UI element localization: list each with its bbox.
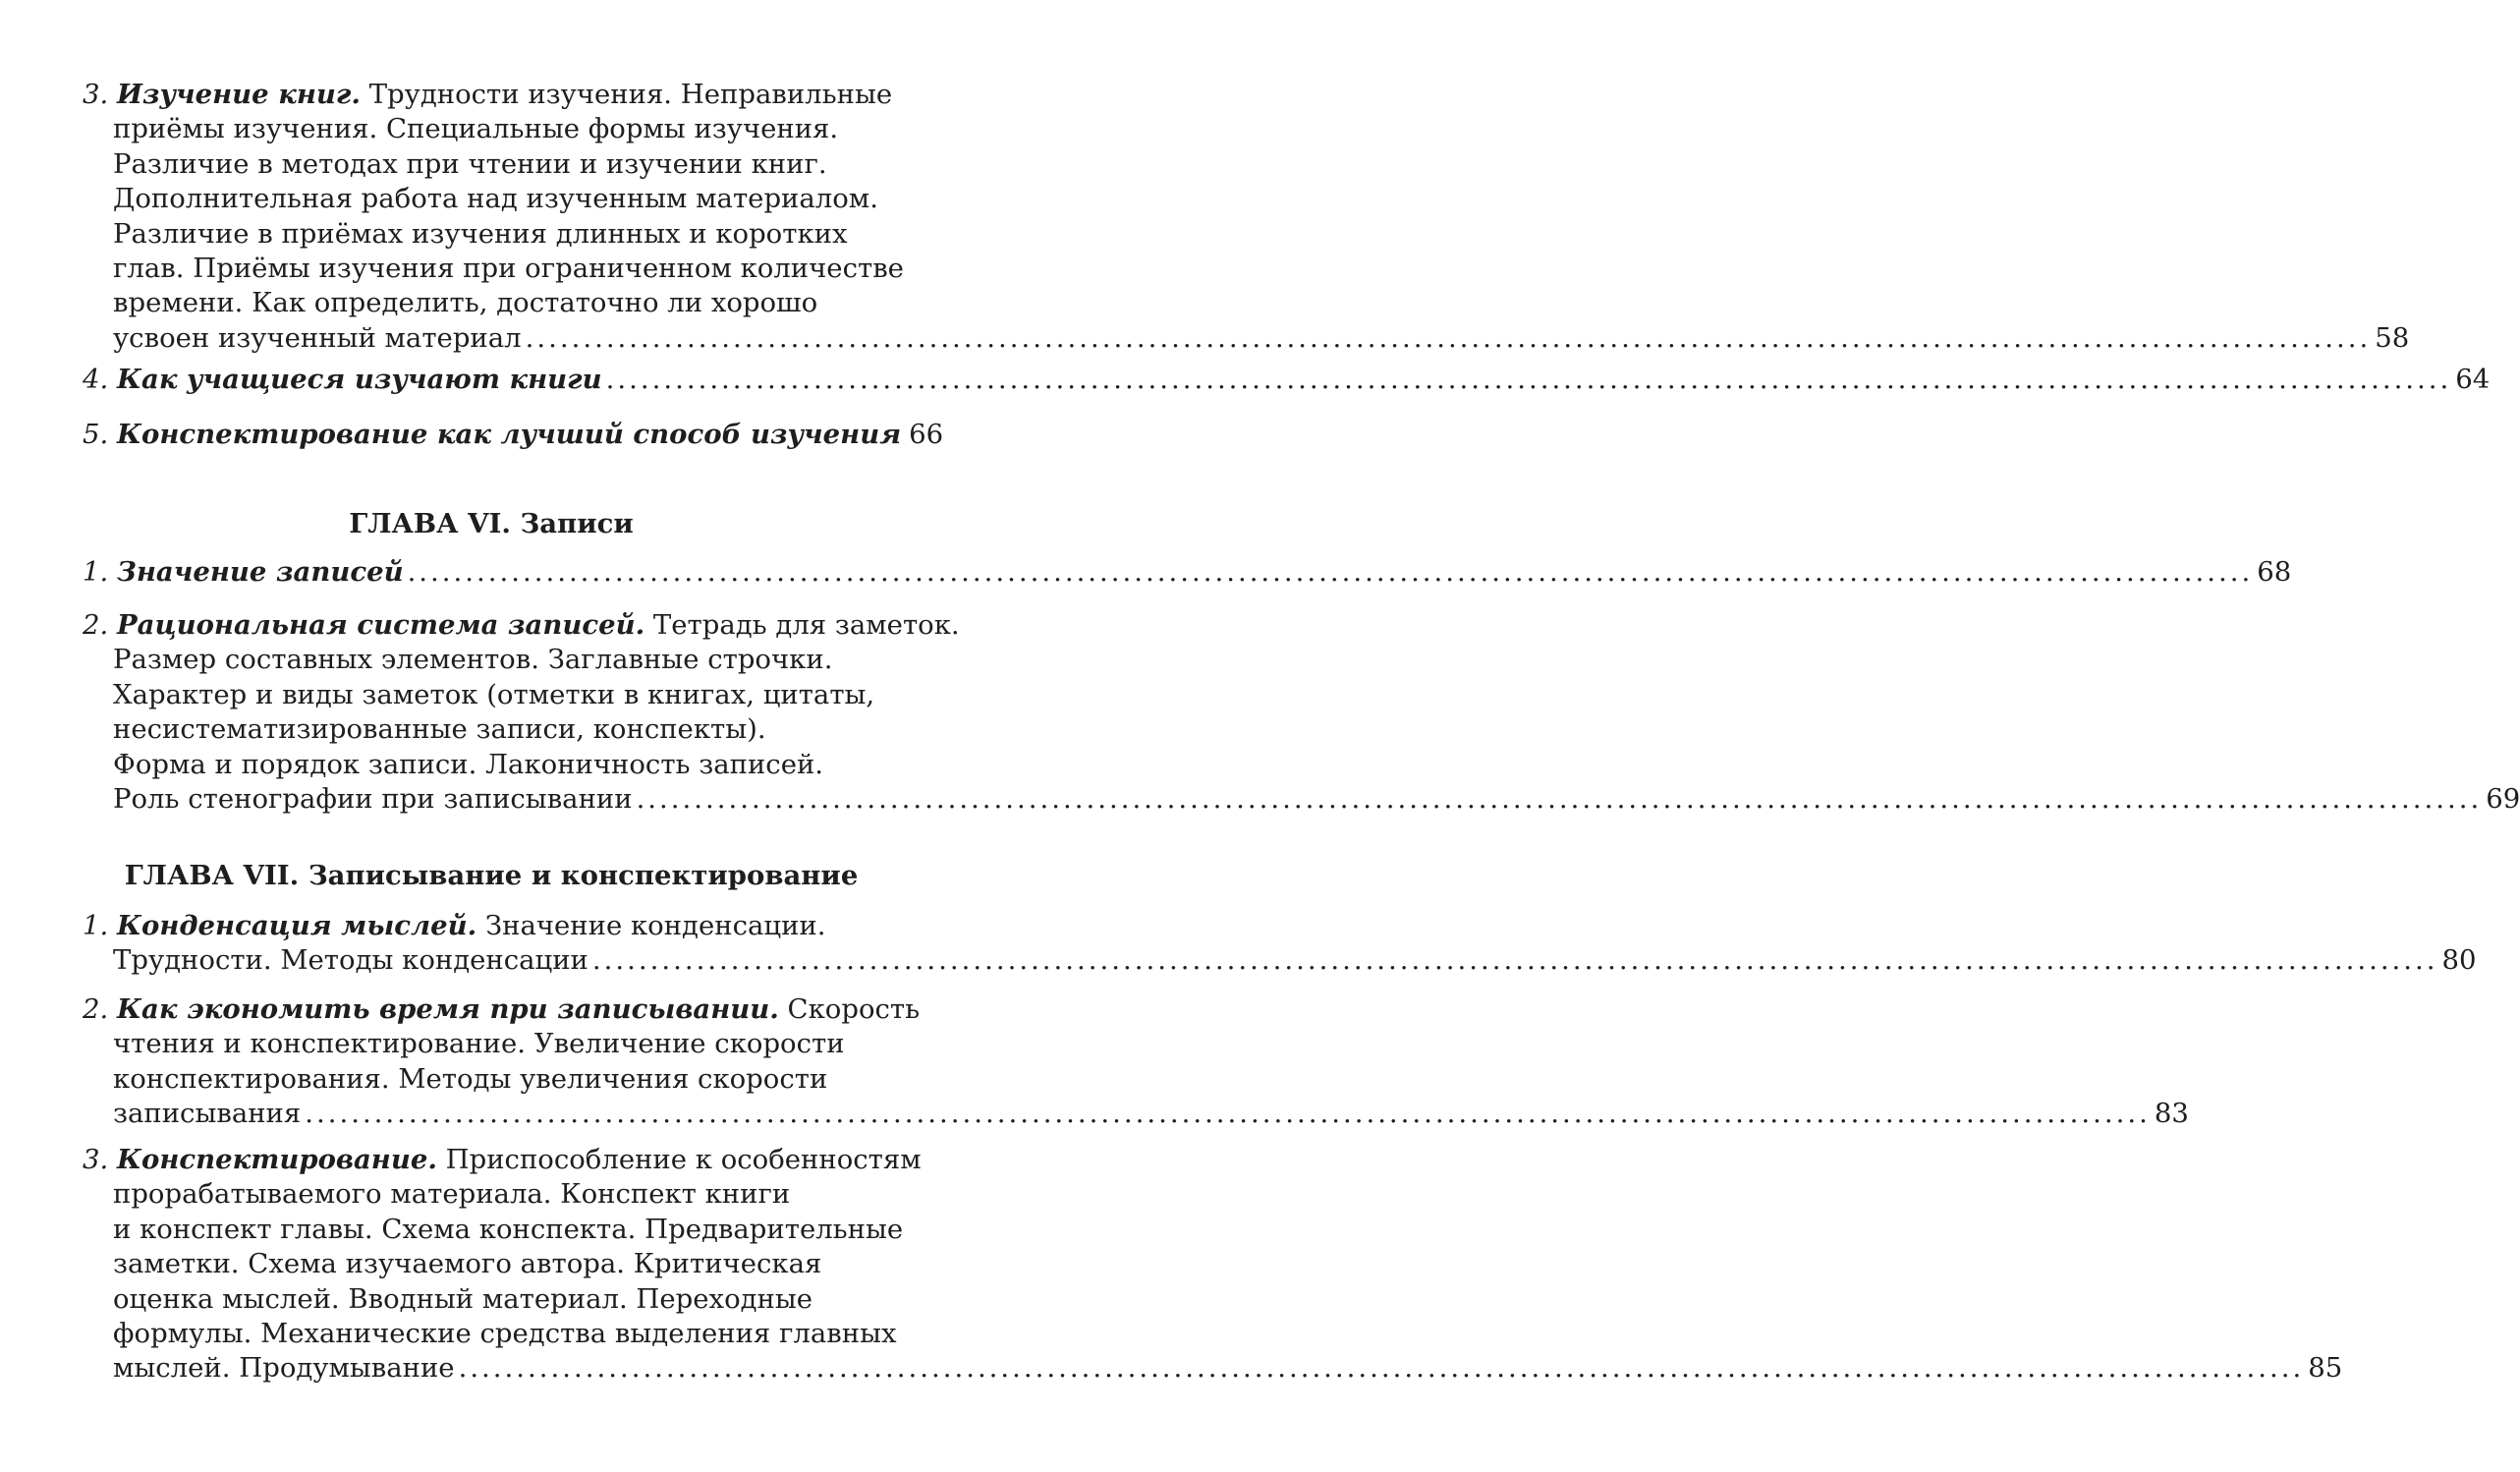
page-number: 68 bbox=[2257, 556, 2292, 588]
entry-text: Скорость bbox=[778, 993, 921, 1025]
entry-text: конспектирования. Методы увеличения скорости bbox=[113, 1062, 828, 1095]
entry-leader-line bbox=[83, 1097, 2189, 1131]
entry-text: Размер составных элементов. Заглавные строчки. bbox=[113, 644, 833, 676]
entry-leader-line bbox=[83, 363, 2491, 397]
dot-leader: ................................................................................................................................................................ bbox=[525, 321, 2372, 354]
entry-title: Изучение книг. bbox=[117, 79, 361, 110]
chapter-heading: ГЛАВА VI. Записи bbox=[349, 508, 634, 539]
toc-entry-condensation bbox=[83, 909, 2477, 979]
entry-number: 1. bbox=[83, 910, 109, 941]
entry-text: времени. Как определить, достаточно ли хорошо bbox=[113, 287, 818, 319]
dot-leader: ................................................................................................................................................................ bbox=[636, 782, 2483, 815]
entry-text: несистематизированные записи, конспекты). bbox=[113, 713, 766, 746]
entry-first-line bbox=[83, 608, 960, 643]
toc-entry-summarizing-full bbox=[83, 1143, 2343, 1387]
toc-entry-summarizing bbox=[83, 418, 944, 452]
page-number: 69 bbox=[2486, 782, 2520, 815]
entry-number: 2. bbox=[83, 993, 109, 1025]
entry-leader-line bbox=[83, 418, 944, 452]
toc-entry-how-students-study bbox=[83, 363, 2491, 397]
entry-text: Форма и порядок записи. Лаконичность записей. bbox=[113, 748, 824, 780]
entry-text: Значение конденсации. bbox=[476, 910, 826, 941]
entry-text: записывания bbox=[113, 1098, 302, 1130]
entry-title: Конспектирование. bbox=[117, 1144, 437, 1175]
dot-leader: ................................................................................................................................................................ bbox=[591, 944, 2438, 977]
page-number: 66 bbox=[909, 419, 944, 450]
entry-text: чтения и конспектирование. Увеличение скорости bbox=[113, 1028, 845, 1060]
entry-text: Приспособление к особенностям bbox=[436, 1144, 922, 1175]
entry-text: формулы. Механические средства выделения главных bbox=[113, 1317, 897, 1349]
toc-entry-save-time bbox=[83, 992, 2189, 1132]
toc-entry-notes-meaning bbox=[83, 555, 2292, 590]
entry-number: 3. bbox=[83, 79, 109, 110]
entry-title: Как учащиеся изучают книги bbox=[117, 364, 602, 395]
entry-text: заметки. Схема изучаемого автора. Критическая bbox=[113, 1248, 822, 1280]
entry-text: Роль стенографии при записывании bbox=[113, 782, 633, 815]
entry-title: Как экономить время при записывании. bbox=[117, 993, 779, 1025]
page-number: 85 bbox=[2308, 1352, 2343, 1385]
entry-text: Различие в приёмах изучения длинных и коротких bbox=[113, 217, 848, 250]
entry-text: усвоен изученный материал bbox=[113, 321, 522, 354]
entry-number: 2. bbox=[83, 609, 109, 641]
dot-leader: ................................................................................................................................................................ bbox=[305, 1098, 2151, 1130]
entry-number: 5. bbox=[83, 419, 109, 450]
entry-text: Трудности. Методы конденсации bbox=[113, 944, 588, 977]
chapter-heading: ГЛАВА VII. Записывание и конспектирование bbox=[124, 860, 859, 891]
entry-first-line bbox=[83, 78, 893, 112]
entry-text: приёмы изучения. Специальные формы изучения. bbox=[113, 113, 839, 145]
entry-title: Конденсация мыслей. bbox=[117, 910, 477, 941]
entry-leader-line bbox=[83, 943, 2477, 978]
page-number: 80 bbox=[2441, 944, 2477, 977]
entry-text: мыслей. Продумывание bbox=[113, 1352, 455, 1385]
toc-entry-notes-system bbox=[83, 608, 2520, 817]
entry-number: 3. bbox=[83, 1144, 109, 1175]
entry-title: Значение записей bbox=[117, 556, 404, 588]
entry-title: Конспектирование как лучший способ изучения bbox=[117, 419, 902, 450]
toc-entry-study-books bbox=[83, 78, 2410, 356]
entry-text: Различие в методах при чтении и изучении книг. bbox=[113, 147, 827, 180]
entry-text: Характер и виды заметок (отметки в книгах, цитаты, bbox=[113, 678, 875, 710]
page-number: 83 bbox=[2154, 1098, 2189, 1130]
entry-text: Трудности изучения. Неправильные bbox=[360, 79, 893, 110]
entry-first-line bbox=[83, 1143, 922, 1177]
page-number: 58 bbox=[2375, 321, 2410, 354]
dot-leader: ................................................................................................................................................................ bbox=[407, 556, 2254, 588]
entry-first-line bbox=[83, 909, 888, 943]
page-number: 64 bbox=[2455, 364, 2491, 395]
entry-text: и конспект главы. Схема конспекта. Предварительные bbox=[113, 1213, 904, 1245]
dot-leader: ................................................................................................................................................................ bbox=[458, 1352, 2305, 1385]
entry-text: оценка мыслей. Вводный материал. Переходные bbox=[113, 1282, 813, 1315]
entry-number: 1. bbox=[83, 556, 109, 588]
entry-leader-line bbox=[83, 555, 2292, 590]
entry-leader-line bbox=[83, 321, 2410, 356]
entry-text: прорабатываемого материала. Конспект книги bbox=[113, 1178, 791, 1211]
entry-text: Дополнительная работа над изученным материалом. bbox=[113, 183, 878, 215]
entry-first-line bbox=[83, 992, 921, 1027]
dot-leader: ................................................................................................................................................................ bbox=[605, 364, 2452, 395]
entry-text: глав. Приёмы изучения при ограниченном количестве bbox=[113, 252, 904, 284]
entry-title: Рациональная система записей. bbox=[117, 609, 645, 641]
entry-leader-line bbox=[83, 782, 2520, 817]
entry-text: Тетрадь для заметок. bbox=[644, 609, 960, 641]
entry-leader-line bbox=[83, 1351, 2343, 1386]
entry-number: 4. bbox=[83, 364, 109, 395]
